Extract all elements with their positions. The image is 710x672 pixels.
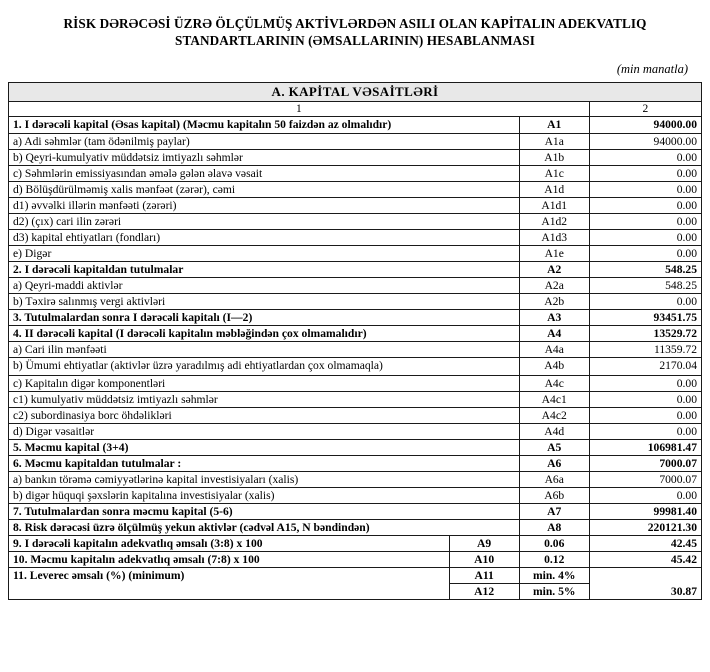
- row-label: 9. I dərəcəli kapitalın adekvatlıq əmsalı (3:8) x 100: [9, 535, 450, 551]
- column-number-1: 1: [9, 101, 590, 116]
- row-label: 7. Tutulmalardan sonra məcmu kapital (5-6): [9, 503, 520, 519]
- row-ratio: 0.12: [519, 551, 589, 567]
- row-value: 0.00: [589, 391, 701, 407]
- row-value: 0.00: [589, 423, 701, 439]
- column-number-row: [9, 101, 702, 116]
- row-code: A1d3: [519, 230, 589, 246]
- ratio-row: [9, 535, 702, 551]
- table-row: [9, 487, 702, 503]
- section-header: A. KAPİTAL VƏSAİTLƏRİ: [9, 82, 702, 101]
- row-value: 42.45: [589, 535, 701, 551]
- row-label: a) Qeyri-maddi aktivlər: [9, 278, 520, 294]
- table-row: [9, 214, 702, 230]
- row-value: 0.00: [589, 150, 701, 166]
- table-row: [9, 519, 702, 535]
- row-code: A5: [519, 439, 589, 455]
- leverage-ratio: min. 4%: [519, 567, 589, 583]
- row-label: c) Kapitalın digər komponentləri: [9, 375, 520, 391]
- table-row: [9, 182, 702, 198]
- row-value: 94000.00: [589, 134, 701, 150]
- row-label: b) Ümumi ehtiyatlar (aktivlər üzrə yaradılmış adi ehtiyatlardan çox olmamaqla): [9, 358, 520, 375]
- table-row: [9, 198, 702, 214]
- row-value: 220121.30: [589, 519, 701, 535]
- leverage-value: 30.87: [589, 567, 701, 599]
- row-code: A1d2: [519, 214, 589, 230]
- row-code: A4c2: [519, 407, 589, 423]
- row-label: 3. Tutulmalardan sonra I dərəcəli kapitalı (I—2): [9, 310, 520, 326]
- row-value: 106981.47: [589, 439, 701, 455]
- row-code: A1d: [519, 182, 589, 198]
- table-row: [9, 471, 702, 487]
- row-label: d1) əvvəlki illərin mənfəəti (zərəri): [9, 198, 520, 214]
- row-ratio: 0.06: [519, 535, 589, 551]
- row-label: d3) kapital ehtiyatları (fondları): [9, 230, 520, 246]
- row-value: 548.25: [589, 262, 701, 278]
- column-number-2: 2: [589, 101, 701, 116]
- leverage-label: 11. Leverec əmsalı (%) (minimum): [9, 567, 450, 599]
- row-label: d2) (çıx) cari ilin zərəri: [9, 214, 520, 230]
- row-code: A1c: [519, 166, 589, 182]
- section-header-row: [9, 82, 702, 101]
- table-row: [9, 116, 702, 133]
- row-label: 5. Məcmu kapital (3+4): [9, 439, 520, 455]
- row-label: a) Cari ilin mənfəəti: [9, 342, 520, 358]
- row-code: A4a: [519, 342, 589, 358]
- row-code: A10: [449, 551, 519, 567]
- row-code: A2b: [519, 294, 589, 310]
- row-code: A4c: [519, 375, 589, 391]
- table-row: [9, 358, 702, 375]
- table-row: [9, 342, 702, 358]
- row-label: 10. Məcmu kapitalın adekvatlıq əmsalı (7:8) x 100: [9, 551, 450, 567]
- row-code: A9: [449, 535, 519, 551]
- row-value: 7000.07: [589, 455, 701, 471]
- row-value: 0.00: [589, 230, 701, 246]
- row-label: b) Qeyri-kumulyativ müddətsiz imtiyazlı səhmlər: [9, 150, 520, 166]
- table-row: [9, 407, 702, 423]
- row-code: A6: [519, 455, 589, 471]
- table-row: [9, 391, 702, 407]
- row-label: 6. Məcmu kapitaldan tutulmalar :: [9, 455, 520, 471]
- row-code: A8: [519, 519, 589, 535]
- table-row: [9, 278, 702, 294]
- row-code: A4: [519, 326, 589, 342]
- row-label: 2. I dərəcəli kapitaldan tutulmalar: [9, 262, 520, 278]
- row-label: b) digər hüquqi şəxslərin kapitalına investisiyalar (xalis): [9, 487, 520, 503]
- row-value: 93451.75: [589, 310, 701, 326]
- leverage-code: A11: [449, 567, 519, 583]
- row-label: d) Bölüşdürülməmiş xalis mənfəət (zərər), cəmi: [9, 182, 520, 198]
- leverage-code: A12: [449, 583, 519, 599]
- table-row: [9, 326, 702, 342]
- table-row: [9, 310, 702, 326]
- table-row: [9, 262, 702, 278]
- table-row: [9, 439, 702, 455]
- leverage-ratio: min. 5%: [519, 583, 589, 599]
- row-code: A6a: [519, 471, 589, 487]
- row-code: A4d: [519, 423, 589, 439]
- row-label: a) Adi səhmlər (tam ödənilmiş paylar): [9, 134, 520, 150]
- row-value: 0.00: [589, 198, 701, 214]
- row-value: 94000.00: [589, 116, 701, 133]
- row-value: 0.00: [589, 375, 701, 391]
- row-value: 2170.04: [589, 358, 701, 375]
- table-row: [9, 455, 702, 471]
- row-label: 8. Risk dərəcəsi üzrə ölçülmüş yekun aktivlər (cədvəl A15, N bəndindən): [9, 519, 520, 535]
- row-label: d) Digər vəsaitlər: [9, 423, 520, 439]
- table-row: [9, 246, 702, 262]
- row-value: 45.42: [589, 551, 701, 567]
- row-label: a) bankın törəmə cəmiyyətlərinə kapital investisiyaları (xalis): [9, 471, 520, 487]
- row-code: A1e: [519, 246, 589, 262]
- table-body: [9, 82, 702, 599]
- table-row: [9, 375, 702, 391]
- row-code: A6b: [519, 487, 589, 503]
- row-label: c) Səhmlərin emissiyasından əmələ gələn əlavə vəsait: [9, 166, 520, 182]
- row-value: 0.00: [589, 214, 701, 230]
- row-label: c2) subordinasiya borc öhdəlikləri: [9, 407, 520, 423]
- table-row: [9, 150, 702, 166]
- row-label: b) Təxirə salınmış vergi aktivləri: [9, 294, 520, 310]
- table-row: [9, 294, 702, 310]
- row-code: A4b: [519, 358, 589, 375]
- row-value: 13529.72: [589, 326, 701, 342]
- page-title: RİSK DƏRƏCƏSİ ÜZRƏ ÖLÇÜLMÜŞ AKTİVLƏRDƏN ASILI OLAN KAPİTALIN ADEKVATLIQ STANDARTLARININ (ƏMSALLARININ) HESABLANMASI: [63, 16, 647, 48]
- row-value: 99981.40: [589, 503, 701, 519]
- row-code: A1a: [519, 134, 589, 150]
- row-label: 1. I dərəcəli kapital (Əsas kapital) (Məcmu kapitalın 50 faizdən az olmalıdır): [9, 116, 520, 133]
- row-code: A3: [519, 310, 589, 326]
- table-row: [9, 503, 702, 519]
- row-code: A1b: [519, 150, 589, 166]
- row-code: A1d1: [519, 198, 589, 214]
- row-code: A7: [519, 503, 589, 519]
- row-value: 0.00: [589, 294, 701, 310]
- row-label: 4. II dərəcəli kapital (I dərəcəli kapitalın məbləğindən çox olmamalıdır): [9, 326, 520, 342]
- row-value: 548.25: [589, 278, 701, 294]
- row-code: A2: [519, 262, 589, 278]
- table-row: [9, 134, 702, 150]
- row-value: 0.00: [589, 182, 701, 198]
- row-value: 0.00: [589, 487, 701, 503]
- row-code: A4c1: [519, 391, 589, 407]
- capital-adequacy-table: [8, 82, 702, 600]
- leverage-row-1: [9, 567, 702, 583]
- row-code: A2a: [519, 278, 589, 294]
- row-code: A1: [519, 116, 589, 133]
- table-row: [9, 166, 702, 182]
- unit-note: (min manatla): [616, 61, 688, 76]
- row-label: e) Digər: [9, 246, 520, 262]
- row-label: c1) kumulyativ müddətsiz imtiyazlı səhmlər: [9, 391, 520, 407]
- row-value: 0.00: [589, 407, 701, 423]
- row-value: 0.00: [589, 246, 701, 262]
- ratio-row: [9, 551, 702, 567]
- table-row: [9, 230, 702, 246]
- table-row: [9, 423, 702, 439]
- row-value: 0.00: [589, 166, 701, 182]
- row-value: 7000.07: [589, 471, 701, 487]
- row-value: 11359.72: [589, 342, 701, 358]
